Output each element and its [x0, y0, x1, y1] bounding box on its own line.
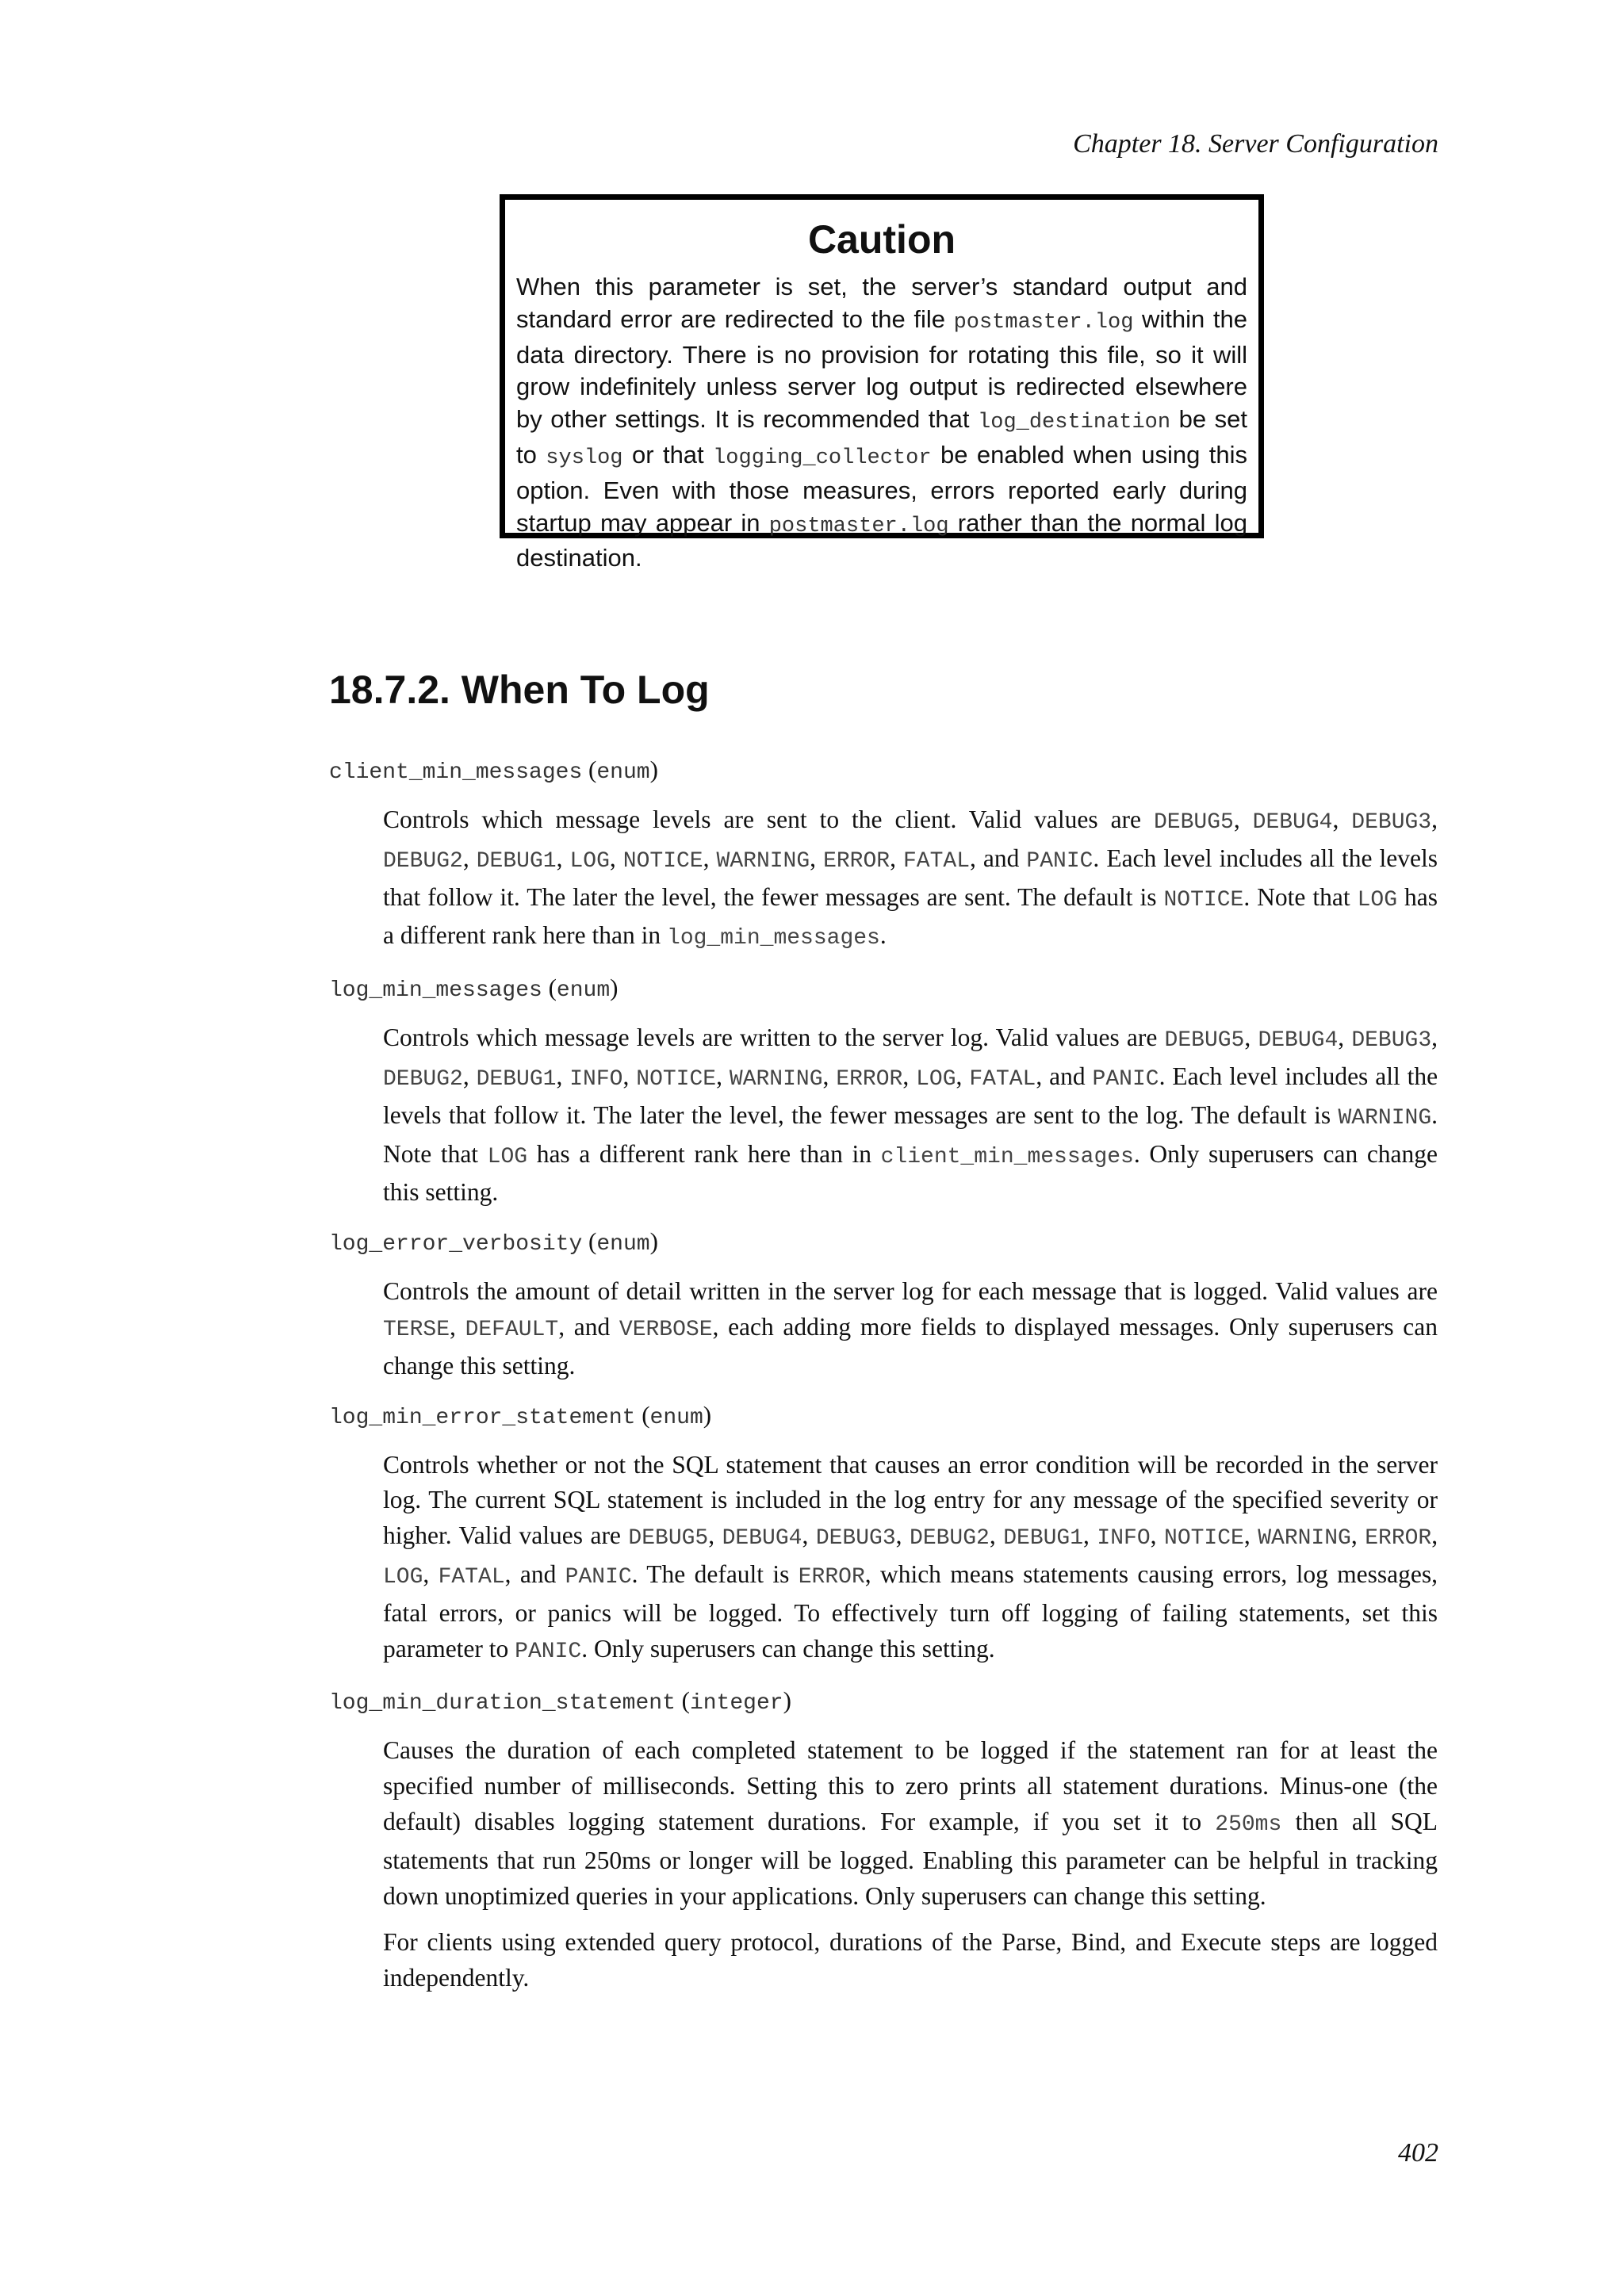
param-type: enum: [596, 1232, 650, 1257]
term-log-min-duration-statement: log_min_duration_statement (integer): [329, 1686, 791, 1716]
param-name: client_min_messages: [329, 760, 583, 785]
param-name: log_error_verbosity: [329, 1232, 583, 1257]
def-client-min-messages: Controls which message levels are sent to the client. Valid values are DEBUG5, DEBUG4, DEBUG3, DEBUG2, DEBUG1, LOG, NOTICE, WARNING, ERROR, FATAL, and PANIC. Each level includes all the levels that follow it. The later the level, the fewer messages are sent. The default is NOTICE. Note that LOG has a different rank here than in log_min_messages.: [383, 806, 1438, 951]
def-log-min-error-statement: Controls whether or not the SQL statement that causes an error condition will be recorded in the server log. The current SQL statement is included in the log entry for any message of the specified severity or higher. Valid values are DEBUG5, DEBUG4, DEBUG3, DEBUG2, DEBUG1, INFO, NOTICE, WARNING, ERROR, LOG, FATAL, and PANIC. The default is ERROR, which means statements causing errors, log messages, fatal errors, or panics will be logged. To effectively turn off logging of failing statements, set this parameter to PANIC. Only superusers can change this setting.: [383, 1450, 1438, 1664]
term-log-error-verbosity: log_error_verbosity (enum): [329, 1227, 658, 1257]
param-type: enum: [649, 1405, 703, 1430]
running-header: Chapter 18. Server Configuration: [1073, 129, 1438, 159]
param-name: log_min_messages: [329, 978, 542, 1004]
param-name: log_min_error_statement: [329, 1405, 636, 1430]
def-log-error-verbosity: Controls the amount of detail written in the server log for each message that is logged. Valid values are TERSE, DEFAULT, and VERBOSE, each adding more fields to displayed messages. Only superusers can change this setting.: [383, 1277, 1438, 1380]
def-log-min-duration-statement: Causes the duration of each completed statement to be logged if the statement ran for at least the specified number of milliseconds. Setting this to zero prints all statement durations. Minus-one (the default) disables logging statement durations. For example, if you set it to 250ms then all SQL statements that run 250ms or longer will be logged. Enabling this parameter can be helpful in tracking down unoptimized queries in your applications. Only superusers can change this setting.: [383, 1736, 1438, 1910]
param-type: enum: [596, 760, 650, 785]
def-log-min-duration-statement-note: For clients using extended query protocol, durations of the Parse, Bind, and Execute steps are logged independently.: [383, 1928, 1438, 1992]
param-type: integer: [689, 1691, 783, 1716]
code-logging-collector: logging_collector: [713, 446, 932, 470]
parameter-list: [329, 753, 1438, 2011]
term-log-min-error-statement: log_min_error_statement (enum): [329, 1400, 712, 1430]
caution-title: Caution: [807, 217, 956, 262]
caution-admonition: [500, 194, 1264, 572]
code-log-destination: log_destination: [978, 411, 1171, 435]
code-postmaster-log: postmaster.log: [953, 310, 1134, 335]
page-number: 402: [1398, 2138, 1438, 2168]
param-type: enum: [556, 978, 611, 1004]
code-postmaster-log: postmaster.log: [768, 514, 949, 538]
term-client-min-messages: client_min_messages (enum): [329, 756, 658, 785]
caution-text: When this parameter is set, the server’s standard output and standard error are redirected to the file postmaster.log within the data directory. There is no provision for rotating this file, so it will grow indefinitely unless server log output is redirected elsewhere by other settings. It is recommended that log_destination be set to syslog or that logging_collector be enabled when using this option. Even with those measures, errors reported early during startup may appear in postmaster.log rather than the normal log destination.: [516, 273, 1247, 572]
section-title: 18.7.2. When To Log: [329, 668, 710, 712]
def-log-min-messages: Controls which message levels are written to the server log. Valid values are DEBUG5, DEBUG4, DEBUG3, DEBUG2, DEBUG1, INFO, NOTICE, WARNING, ERROR, LOG, FATAL, and PANIC. Each level includes all the levels that follow it. The later the level, the fewer messages are sent to the log. The default is WARNING. Note that LOG has a different rank here than in client_min_messages. Only superusers can change this setting.: [383, 1024, 1438, 1207]
code-syslog: syslog: [546, 446, 623, 470]
term-log-min-messages: log_min_messages (enum): [329, 974, 619, 1004]
param-name: log_min_duration_statement: [329, 1691, 676, 1716]
